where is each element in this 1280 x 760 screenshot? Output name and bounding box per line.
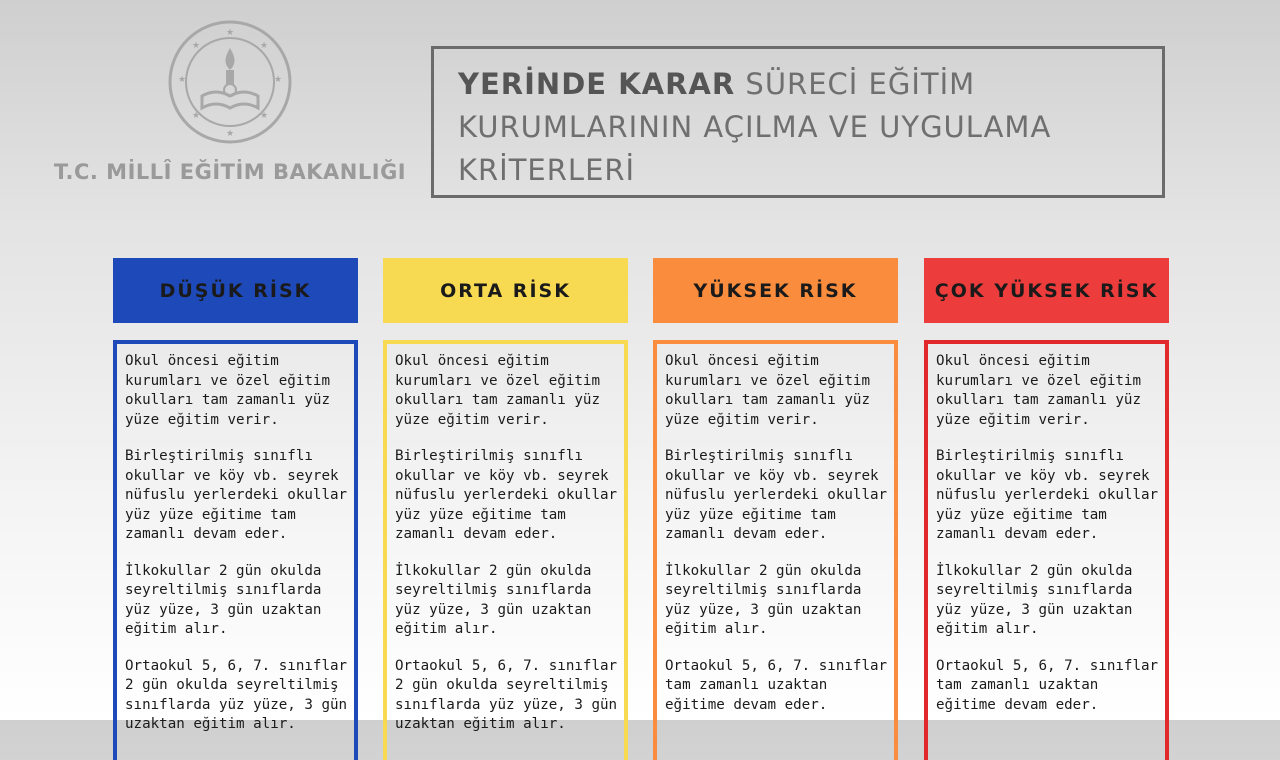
svg-text:★: ★ bbox=[191, 41, 201, 51]
svg-text:★: ★ bbox=[259, 111, 269, 121]
criteria-item: İlkokullar 2 gün okulda seyreltilmiş sınıflarda yüz yüze, 3 gün uzaktan eğitim alır. bbox=[936, 562, 1133, 637]
svg-text:★: ★ bbox=[191, 111, 201, 121]
criteria-item: İlkokullar 2 gün okulda seyreltilmiş sınıflarda yüz yüze, 3 gün uzaktan eğitim alır. bbox=[125, 562, 322, 637]
title-line-2: KURUMLARININ AÇILMA VE UYGULAMA bbox=[458, 110, 1052, 144]
svg-text:★: ★ bbox=[225, 129, 235, 139]
svg-text:★: ★ bbox=[259, 41, 269, 51]
criteria-item: Okul öncesi eğitim kurumları ve özel eğitim okulları tam zamanlı yüz yüze eğitim verir. bbox=[936, 353, 1141, 428]
page-title bbox=[431, 46, 1165, 198]
criteria-item: İlkokullar 2 gün okulda seyreltilmiş sınıflarda yüz yüze, 3 gün uzaktan eğitim alır. bbox=[395, 562, 592, 637]
title-bold: YERİNDE KARAR bbox=[458, 67, 736, 101]
risk-header: ÇOK YÜKSEK RİSK bbox=[924, 258, 1169, 323]
criteria-item: Birleştirilmiş sınıflı okullar ve köy vb. seyrek nüfuslu yerlerdeki okullar yüz yüze eğitime tam zamanlı devam eder. bbox=[125, 448, 348, 542]
criteria-panel bbox=[924, 340, 1169, 760]
risk-header: YÜKSEK RİSK bbox=[653, 258, 898, 323]
meb-emblem-icon bbox=[166, 18, 294, 146]
criteria-item: Ortaokul 5, 6, 7. sınıflar 2 gün okulda seyreltilmiş sınıflarda yüz yüze, 3 gün uzaktan eğitim alır. bbox=[395, 657, 618, 732]
criteria-panel bbox=[653, 340, 898, 760]
column-medium-risk bbox=[383, 258, 628, 732]
risk-header: DÜŞÜK RİSK bbox=[113, 258, 358, 323]
title-line-1-rest: SÜRECİ EĞİTİM bbox=[735, 67, 976, 101]
svg-text:★: ★ bbox=[273, 75, 283, 85]
column-low-risk bbox=[113, 258, 358, 732]
criteria-item: Birleştirilmiş sınıflı okullar ve köy vb. seyrek nüfuslu yerlerdeki okullar yüz yüze eğitime tam zamanlı devam eder. bbox=[936, 448, 1159, 542]
criteria-item: Okul öncesi eğitim kurumları ve özel eğitim okulları tam zamanlı yüz yüze eğitim verir. bbox=[125, 353, 330, 428]
criteria-panel bbox=[383, 340, 628, 760]
column-high-risk bbox=[653, 258, 898, 713]
criteria-item: Okul öncesi eğitim kurumları ve özel eğitim okulları tam zamanlı yüz yüze eğitim verir. bbox=[395, 353, 600, 428]
criteria-item: İlkokullar 2 gün okulda seyreltilmiş sınıflarda yüz yüze, 3 gün uzaktan eğitim alır. bbox=[665, 562, 862, 637]
title-line-1 bbox=[458, 63, 1162, 106]
criteria-item: Birleştirilmiş sınıflı okullar ve köy vb. seyrek nüfuslu yerlerdeki okullar yüz yüze eğitime tam zamanlı devam eder. bbox=[395, 448, 618, 542]
ministry-logo bbox=[50, 18, 410, 184]
criteria-item: Ortaokul 5, 6, 7. sınıflar tam zamanlı uzaktan eğitime devam eder. bbox=[936, 657, 1159, 713]
risk-header: ORTA RİSK bbox=[383, 258, 628, 323]
criteria-item: Ortaokul 5, 6, 7. sınıflar tam zamanlı uzaktan eğitime devam eder. bbox=[665, 657, 888, 713]
criteria-item: Okul öncesi eğitim kurumları ve özel eğitim okulları tam zamanlı yüz yüze eğitim verir. bbox=[665, 353, 870, 428]
criteria-item: Birleştirilmiş sınıflı okullar ve köy vb. seyrek nüfuslu yerlerdeki okullar yüz yüze eğitime tam zamanlı devam eder. bbox=[665, 448, 888, 542]
svg-text:★: ★ bbox=[225, 28, 235, 38]
column-very-high-risk bbox=[924, 258, 1169, 713]
ministry-name: T.C. MİLLÎ EĞİTİM BAKANLIĞI bbox=[53, 160, 407, 184]
title-line-3: KRİTERLERİ bbox=[458, 153, 636, 187]
criteria-item: Ortaokul 5, 6, 7. sınıflar 2 gün okulda seyreltilmiş sınıflarda yüz yüze, 3 gün uzaktan eğitim alır. bbox=[125, 657, 348, 732]
criteria-panel bbox=[113, 340, 358, 760]
svg-text:★: ★ bbox=[177, 75, 187, 85]
